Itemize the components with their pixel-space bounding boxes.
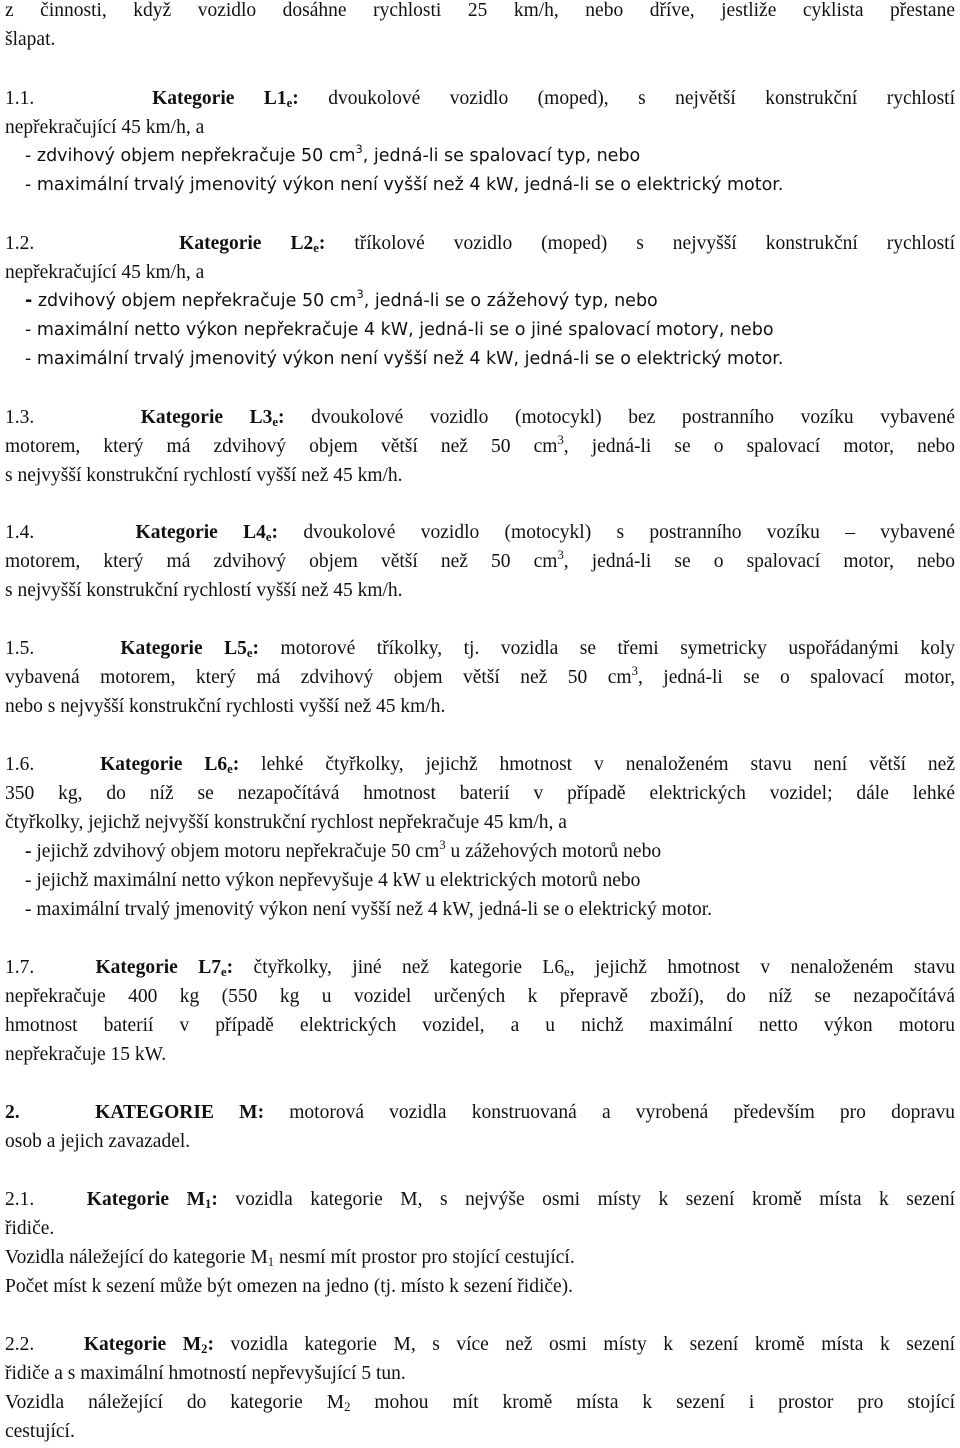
section-1-1-line-2: nepřekračující 45 km/h, a bbox=[5, 117, 205, 138]
section-1-4-heading-line: 1.4. Kategorie $L4_e$: dvoukolové vozidlo (motocykl) s postranního vozíku – vybavené bbox=[5, 522, 955, 544]
category-title: Kategorie $M_2$: bbox=[83, 1334, 214, 1356]
section-number: 2. bbox=[5, 1102, 20, 1123]
section-1-7-heading-line: 1.7. Kategorie $L7_e$: čtyřkolky, jiné než kategorie $L6_e$, jejichž hmotnost v nenaloženém stavu bbox=[5, 957, 956, 979]
section-1-2-bullet-3: - maximální trvalý jmenovitý výkon není vyšší než 4 kW, jedná-li se o elektrický motor. bbox=[25, 349, 784, 369]
section-number: 1.7. bbox=[5, 957, 35, 978]
section-2-1-line-4: Počet míst k sezení může být omezen na jedno (tj. místo k sezení řidiče). bbox=[5, 1276, 574, 1297]
category-title: KATEGORIE M: bbox=[95, 1102, 265, 1123]
section-2-2-line-4: cestující. bbox=[5, 1421, 75, 1442]
section-1-6-heading-line: 1.6. Kategorie $L6_e$: lehké čtyřkolky, jejichž hmotnost v nenaloženém stavu není větší než bbox=[5, 754, 955, 776]
section-1-4-line-3: s nejvyšší konstrukční rychlostí vyšší než 45 km/h. bbox=[5, 580, 403, 601]
section-number: 1.3. bbox=[5, 407, 35, 428]
section-number: 1.4. bbox=[5, 522, 35, 543]
section-1-5-line-2: vybavená motorem, který má zdvihový objem větší než 50 $cm^3$, jedná-li se o spalovací motor, bbox=[5, 664, 956, 688]
section-1-4-line-2: motorem, který má zdvihový objem větší než 50 $cm^3$, jedná-li se o spalovací motor, nebo bbox=[5, 548, 955, 572]
section-1-1-heading-line: 1.1. Kategorie $L1_e$: dvoukolové vozidlo (moped), s největší konstrukční rychlostí bbox=[5, 88, 955, 110]
section-2-line-2: osob a jejich zavazadel. bbox=[5, 1131, 191, 1152]
category-title: Kategorie $L3_e$: bbox=[140, 407, 285, 429]
section-1-1-bullet-1: - zdvihový objem nepřekračuje 50 $cm^3$, jedná-li se spalovací typ, nebo bbox=[25, 142, 641, 166]
section-1-3-line-3: s nejvyšší konstrukční rychlostí vyšší než 45 km/h. bbox=[5, 465, 403, 486]
intro-line-1: z činnosti, když vozidlo dosáhne rychlosti 25 km/h, nebo dříve, jestliže cyklista přestane bbox=[5, 0, 955, 21]
section-number: 1.5. bbox=[5, 638, 35, 659]
section-2-1-line-2: řidiče. bbox=[5, 1218, 55, 1239]
section-1-3-heading-line: 1.3. Kategorie $L3_e$: dvoukolové vozidlo (motocykl) bez postranního vozíku vybavené bbox=[5, 407, 955, 429]
section-2-1-heading-line: 2.1. Kategorie $M_1$: vozidla kategorie M, s nejvýše osmi místy k sezení kromě místa k sezení bbox=[5, 1189, 956, 1211]
intro-line-2: šlapat. bbox=[5, 29, 56, 50]
section-2-1-line-3: Vozidla náležející do kategorie $M_1$ nesmí mít prostor pro stojící cestující. bbox=[5, 1247, 575, 1269]
section-1-7-line-4: nepřekračuje 15 kW. bbox=[5, 1044, 167, 1065]
section-1-7-line-3: hmotnost baterií v případě elektrických vozidel, a u nichž maximální netto výkon motoru bbox=[5, 1015, 955, 1036]
category-title: Kategorie $L5_e$: bbox=[120, 638, 260, 660]
section-2-heading-line: 2. KATEGORIE M: motorová vozidla konstruovaná a vyrobená především pro dopravu bbox=[5, 1102, 955, 1123]
section-1-2-bullet-2: - maximální netto výkon nepřekračuje 4 kW, jedná-li se o jiné spalovací motory, nebo bbox=[25, 320, 774, 340]
section-number: 1.1. bbox=[5, 88, 35, 109]
section-1-6-bullet-3: - maximální trvalý jmenovitý výkon není vyšší než 4 kW, jedná-li se o elektrický motor. bbox=[25, 899, 713, 920]
section-2-2-line-2: řidiče a s maximální hmotností nepřevyšující 5 tun. bbox=[5, 1363, 406, 1384]
category-title: Kategorie $L7_e$: bbox=[95, 957, 234, 979]
category-title: Kategorie $L4_e$: bbox=[135, 522, 279, 544]
section-number: 2.1. bbox=[5, 1189, 35, 1210]
category-title: Kategorie $L1_e$: bbox=[152, 88, 299, 110]
section-number: 1.2. bbox=[5, 233, 35, 254]
section-1-1-bullet-2: - maximální trvalý jmenovitý výkon není vyšší než 4 kW, jedná-li se o elektrický motor. bbox=[25, 175, 784, 195]
section-1-6-bullet-2: - jejichž maximální netto výkon nepřevyšuje 4 kW u elektrických motorů nebo bbox=[25, 870, 641, 891]
section-2-2-line-3: Vozidla náležející do kategorie $M_2$ mohou mít kromě místa k sezení i prostor pro stojící bbox=[5, 1392, 955, 1414]
section-1-2-bullet-1: - zdvihový objem nepřekračuje 50 $cm^3$, jedná-li se o zážehový typ, nebo bbox=[25, 287, 658, 311]
category-title: Kategorie $L2_e$: bbox=[179, 233, 326, 255]
section-1-7-line-2: nepřekračuje 400 kg (550 kg u vozidel určených k přepravě zboží), do níž se nezapočítává bbox=[5, 986, 955, 1007]
section-1-5-heading-line: 1.5. Kategorie $L5_e$: motorové tříkolky, tj. vozidla se třemi symetricky uspořádanými koly bbox=[5, 638, 956, 660]
section-1-6-line-3: čtyřkolky, jejichž nejvyšší konstrukční rychlost nepřekračuje 45 km/h, a bbox=[5, 812, 567, 833]
category-title: Kategorie $L6_e$: bbox=[100, 754, 240, 776]
section-1-5-line-3: nebo s nejvyšší konstrukční rychlosti vyšší než 45 km/h. bbox=[5, 696, 446, 717]
section-2-2-heading-line: 2.2. Kategorie $M_2$: vozidla kategorie M, s více než osmi místy k sezení kromě místa k sezení bbox=[5, 1334, 955, 1356]
section-1-3-line-2: motorem, který má zdvihový objem větší než 50 $cm^3$, jedná-li se o spalovací motor, nebo bbox=[5, 433, 955, 457]
section-number: 2.2. bbox=[5, 1334, 35, 1355]
section-1-2-line-2: nepřekračující 45 km/h, a bbox=[5, 262, 205, 283]
section-1-2-heading-line: 1.2. Kategorie $L2_e$: tříkolové vozidlo (moped) s nejvyšší konstrukční rychlostí bbox=[5, 233, 955, 255]
category-title: Kategorie $M_1$: bbox=[86, 1189, 218, 1211]
section-number: 1.6. bbox=[5, 754, 35, 775]
section-1-6-line-2: 350 kg, do níž se nezapočítává hmotnost baterií v případě elektrických vozidel; dále lehké bbox=[5, 783, 955, 804]
section-1-6-bullet-1: - jejichž zdvihový objem motoru nepřekračuje 50 $cm^3$ u zážehových motorů nebo bbox=[25, 838, 662, 862]
